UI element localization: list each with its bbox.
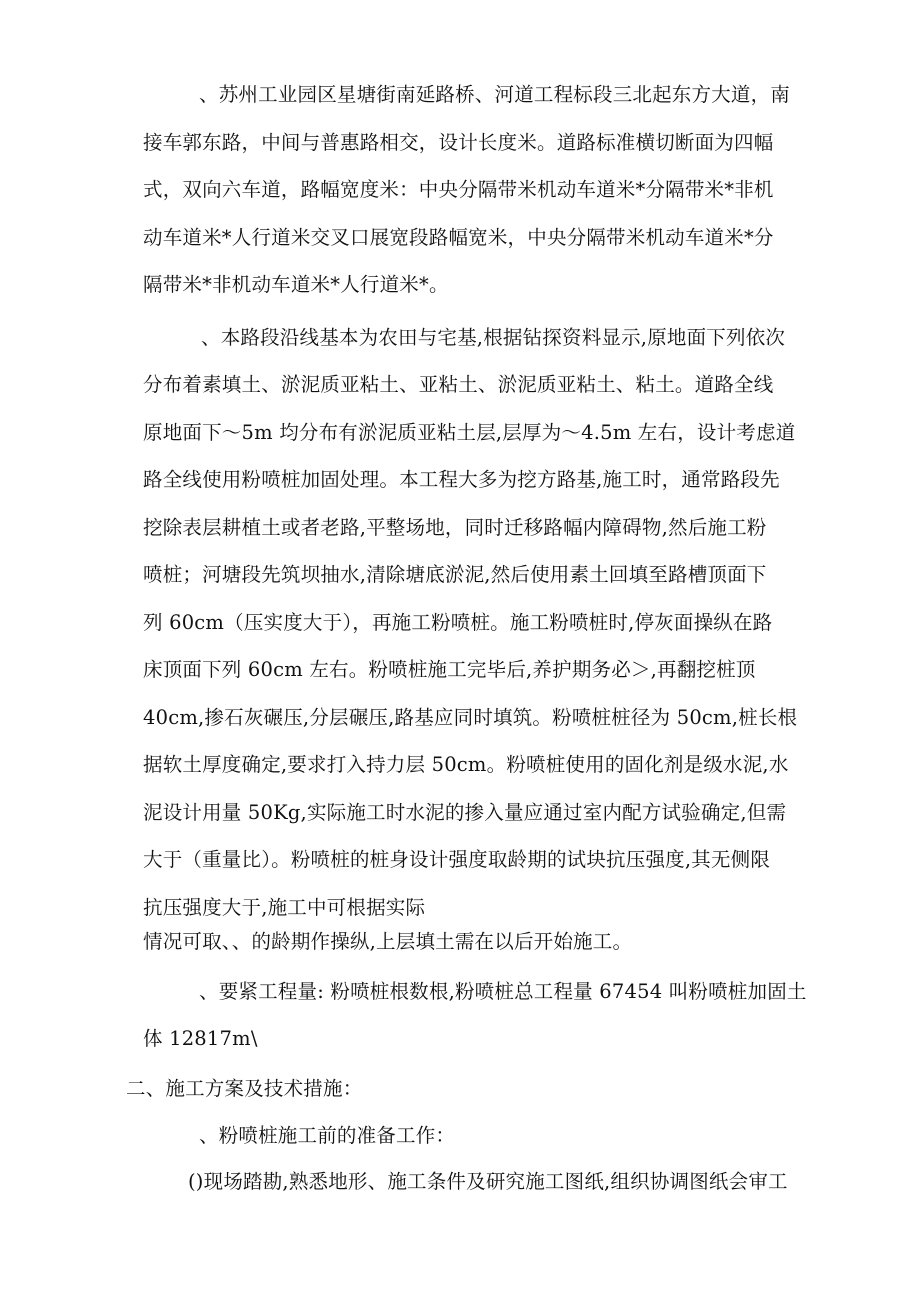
text-line: 分布着素填土、淤泥质亚粘土、亚粘土、淤泥质亚粘土、粘土。道路全线 <box>143 373 774 396</box>
text-line: 列 60cm（压实度大于），再施工粉喷桩。施工粉喷桩时,停灰面操纵在路 <box>143 611 773 634</box>
subsection-heading: 、粉喷桩施工前的准备工作： <box>199 1124 456 1147</box>
text-line: ()现场踏勘,熟悉地形、施工条件及研究施工图纸,组织协调图纸会审工 <box>188 1170 788 1193</box>
text-line: 、要紧工程量: 粉喷桩根数根,粉喷桩总工程量 67454 叫粉喷桩加固土 <box>199 980 807 1003</box>
text-line: 隔带米*非机动车道米*人行道米*。 <box>143 273 449 296</box>
text-line: 床顶面下列 60cm 左右。粉喷桩施工完毕后,养护期务必＞,再翻挖桩顶 <box>143 658 756 681</box>
text-line: 接车郭东路，中间与普惠路相交，设计长度米。道路标准横切断面为四幅 <box>143 131 774 154</box>
text-line: 动车道米*人行道米交叉口展宽段路幅宽米，中央分隔带米机动车道米*分 <box>143 226 774 249</box>
text-line: 泥设计用量 50Kg,实际施工时水泥的掺入量应通过室内配方试验确定,但需 <box>143 801 787 824</box>
text-line: 40cm,掺石灰碾压,分层碾压,路基应同时填筑。粉喷桩桩径为 50cm,桩长根 <box>143 706 798 729</box>
text-line: 式，双向六车道，路幅宽度米：中央分隔带米机动车道米*分隔带米*非机 <box>143 178 774 201</box>
text-line: 、苏州工业园区星塘街南延路桥、河道工程标段三北起东方大道，南 <box>199 83 791 106</box>
text-line: 情况可取、、的龄期作操纵,上层填土需在以后开始施工。 <box>143 930 633 953</box>
text-line: 喷桩；河塘段先筑坝抽水,清除塘底淤泥,然后使用素土回填至路槽顶面下 <box>143 563 767 586</box>
text-line: 抗压强度大于,施工中可根据实际 <box>143 896 426 919</box>
text-line: 据软土厚度确定,要求打入持力层 50cm。粉喷桩使用的固化剂是级水泥,水 <box>143 753 789 776</box>
text-line: 路全线使用粉喷桩加固处理。本工程大多为挖方路基,施工时，通常路段先 <box>143 468 780 491</box>
text-line: 、本路段沿线基本为农田与宅基,根据钻探资料显示,原地面下列依次 <box>201 326 786 349</box>
text-line: 体 12817m\ <box>143 1027 258 1050</box>
text-line: 原地面下～5m 均分布有淤泥质亚粘土层,层厚为～4.5m 左右，设计考虑道 <box>143 421 796 444</box>
text-line: 大于（重量比）。粉喷桩的桩身设计强度取龄期的试块抗压强度,其无侧限 <box>143 848 771 871</box>
text-line: 挖除表层耕植土或者老路,平整场地，同时迁移路幅内障碍物,然后施工粉 <box>143 516 767 539</box>
section-heading: 二、施工方案及技术措施： <box>126 1077 363 1100</box>
